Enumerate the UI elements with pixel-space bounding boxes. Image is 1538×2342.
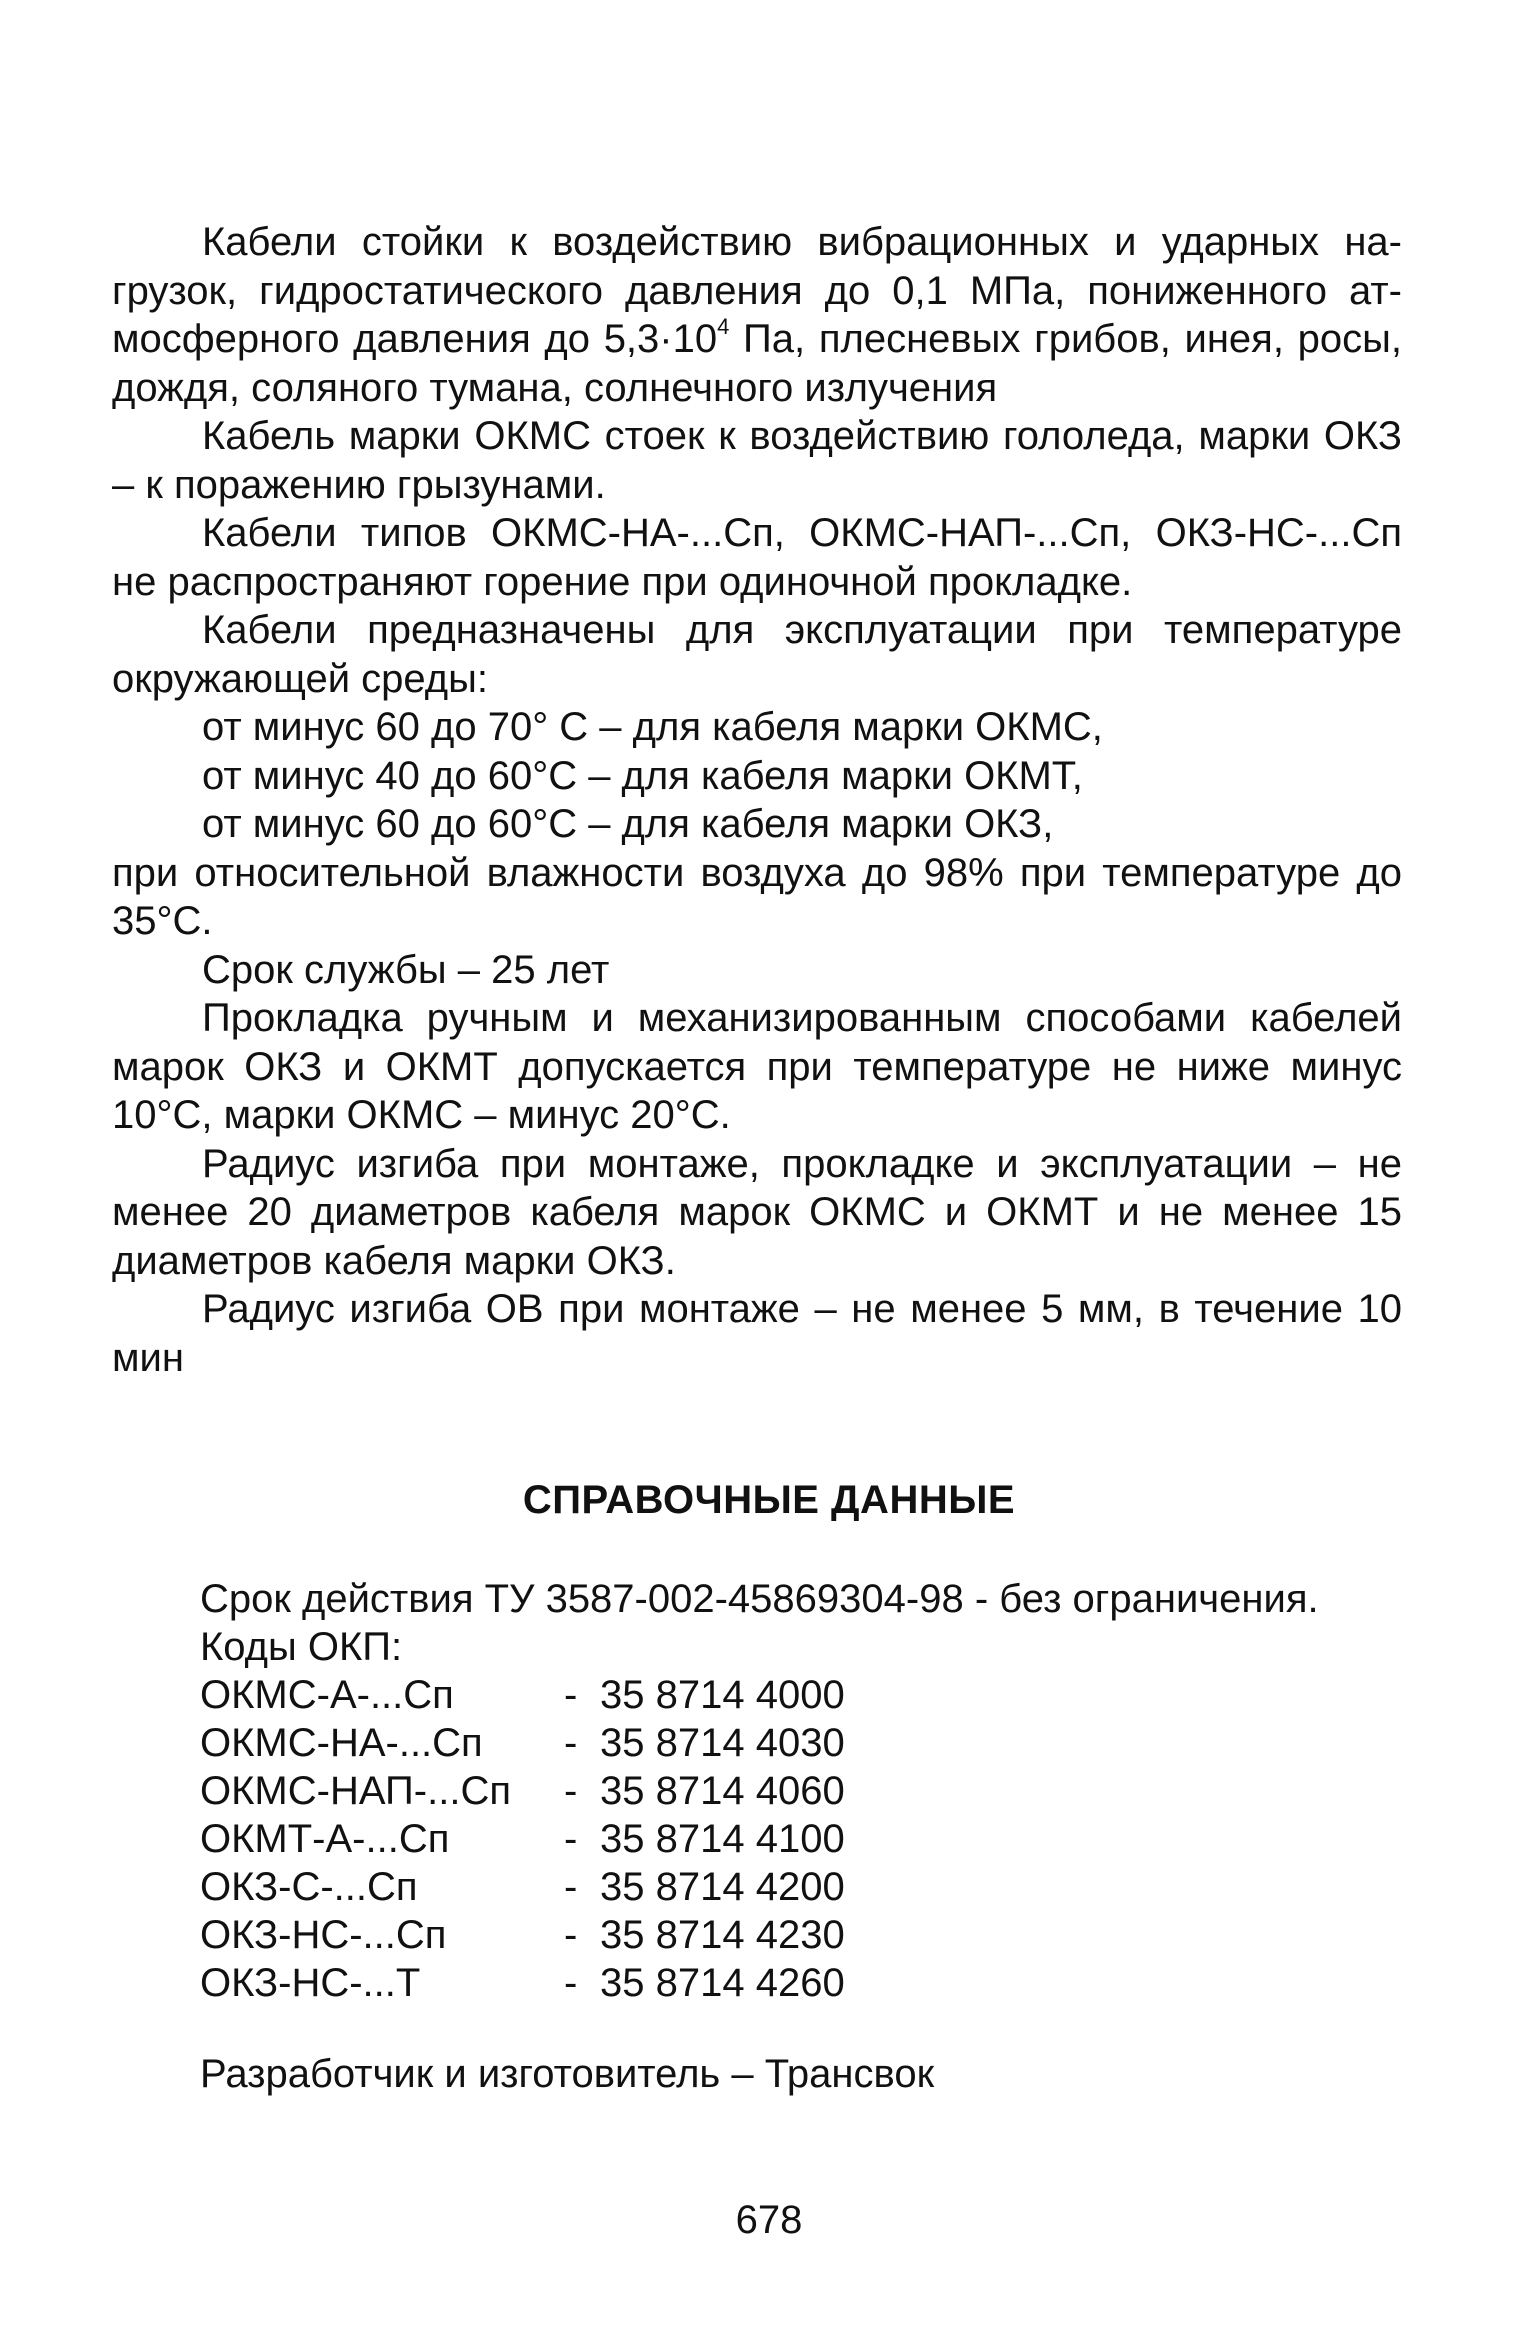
cable-type: ОКЗ-С-...Сп xyxy=(200,1865,418,1909)
reference-data xyxy=(200,1575,1400,2007)
okp-code: 35 8714 4060 xyxy=(600,1769,845,1813)
separator: - xyxy=(564,1769,578,1813)
list-item xyxy=(200,1815,1400,1863)
cable-type: ОКЗ-НС-...Сп xyxy=(200,1913,447,1957)
paragraph-laying: Прокладка ручным и механизированным способами кабелей марок ОКЗ и ОКМТ допускается при температуре не ниже минус 10°С, марки ОКМС – минус 20°С. xyxy=(112,996,1402,1137)
list-item xyxy=(200,1911,1400,1959)
manufacturer: Разработчик и изготовитель – Трансвок xyxy=(200,2052,935,2096)
separator: - xyxy=(564,1673,578,1717)
cable-type: ОКМС-НАП-...Сп xyxy=(200,1769,512,1813)
list-item xyxy=(200,1767,1400,1815)
okp-code: 35 8714 4200 xyxy=(600,1865,845,1909)
list-item xyxy=(200,1671,1400,1719)
separator: - xyxy=(564,1721,578,1765)
list-item xyxy=(200,1959,1400,2007)
body-text xyxy=(112,218,1402,1382)
paragraph-resistance-text: Кабели стойки к воздействию вибрационных и ударных на-грузок, гидростатического давления до 0,1 МПа, пониженного ат-мосферного давления до 5,3·10 xyxy=(112,220,1402,361)
section-heading: СПРАВОЧНЫЕ ДАННЫЕ xyxy=(522,1478,1016,1522)
okp-codes-list xyxy=(200,1671,1400,2007)
paragraph-bend-radius: Радиус изгиба при монтаже, прокладке и эксплуатации – не менее 20 диаметров кабеля марок ОКМС и ОКМТ и не менее 15 диаметров кабеля марки ОКЗ. xyxy=(112,1141,1402,1283)
page-number: 678 xyxy=(735,2198,803,2242)
temperature-okms: от минус 60 до 70° С – для кабеля марки ОКМС, xyxy=(202,705,1103,749)
list-item xyxy=(200,1719,1400,1767)
okp-code: 35 8714 4000 xyxy=(600,1673,845,1717)
cable-type: ОКМС-НА-...Сп xyxy=(200,1721,483,1765)
okp-code: 35 8714 4030 xyxy=(600,1721,845,1765)
separator: - xyxy=(564,1913,578,1957)
cable-type: ОКМС-А-...Сп xyxy=(200,1673,454,1717)
paragraph-humidity: при относительной влажности воздуха до 98% при температуре до 35°С. xyxy=(112,850,1402,943)
paragraph-resistance-text-cont: Па, плесневых грибов, инея, росы, дождя, соляного тумана, солнечного излучения xyxy=(112,317,1402,410)
okp-codes-label: Коды ОКП: xyxy=(200,1625,403,1669)
paragraph-temperature: Кабели предназначены для эксплуатации при температуре окружающей среды: xyxy=(112,608,1402,701)
paragraph-fiber-bend: Радиус изгиба ОВ при монтаже – не менее 5 мм, в течение 10 мин xyxy=(112,1287,1402,1380)
list-item xyxy=(200,1863,1400,1911)
tu-validity: Срок действия ТУ 3587-002-45869304-98 - без ограничения. xyxy=(200,1577,1319,1621)
exponent: 4 xyxy=(717,314,730,339)
paragraph-fire: Кабели типов ОКМС-НА-...Сп, ОКМС-НАП-...Сп, ОКЗ-НС-...Сп не распространяют горение при одиночной прокладке. xyxy=(112,511,1402,604)
separator: - xyxy=(564,1961,578,2005)
okp-code: 35 8714 4260 xyxy=(600,1961,845,2005)
paragraph-okms-okz: Кабель марки ОКМС стоек к воздействию гололеда, марки ОКЗ – к поражению грызунами. xyxy=(112,414,1402,507)
temperature-okz: от минус 60 до 60°С – для кабеля марки ОКЗ, xyxy=(202,802,1054,846)
okp-code: 35 8714 4230 xyxy=(600,1913,845,1957)
paragraph-resistance xyxy=(112,218,1402,412)
separator: - xyxy=(564,1865,578,1909)
cable-type: ОКЗ-НС-...Т xyxy=(200,1961,421,2005)
cable-type: ОКМТ-А-...Сп xyxy=(200,1817,450,1861)
separator: - xyxy=(564,1817,578,1861)
paragraph-service-life: Срок службы – 25 лет xyxy=(202,947,610,992)
okp-code: 35 8714 4100 xyxy=(600,1817,845,1861)
temperature-okmt: от минус 40 до 60°С – для кабеля марки ОКМТ, xyxy=(202,753,1083,798)
